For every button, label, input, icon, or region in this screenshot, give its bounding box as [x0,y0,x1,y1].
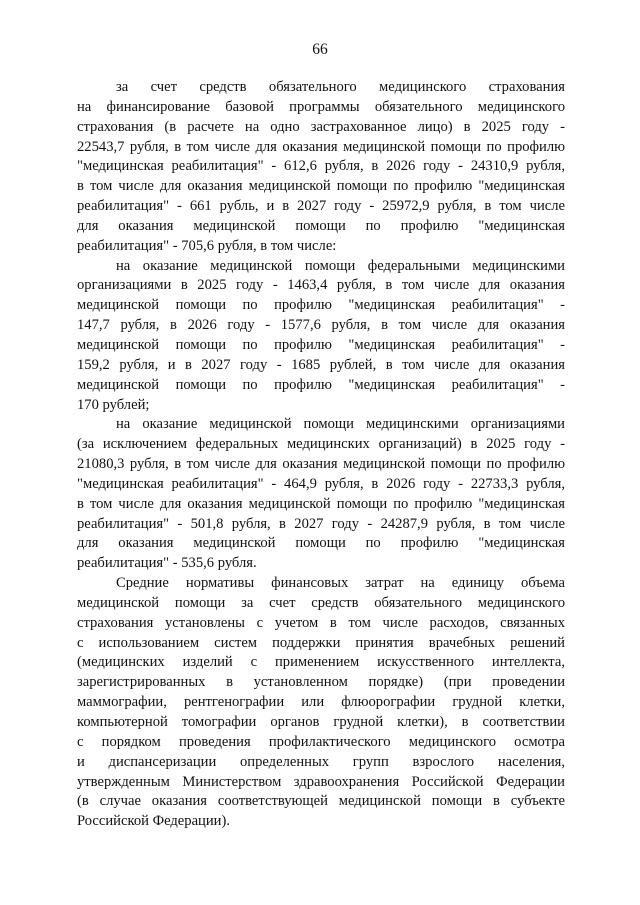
text-line: (за исключением федеральных медицинских организаций) в 2025 году - [77,436,565,453]
text-line: медицинской помощи по профилю "медицинская реабилитация" - [77,297,565,314]
text-line: страхования (в расчете на одно застрахованное лицо) в 2025 году - [77,118,565,135]
text-line: реабилитация" - 661 рубль, и в 2027 году - 25972,9 рубля, в том числе [77,198,565,215]
text-line: 170 рублей; [77,396,150,413]
text-line: для оказания медицинской помощи по профилю "медицинская [77,535,565,552]
text-line: на оказание медицинской помощи медицинскими организациями [116,416,565,433]
text-line: Российской Федерации). [77,813,230,830]
text-line: организациями в 2025 году - 1463,4 рубля, в том числе для оказания [77,277,565,294]
text-line: с порядком проведения профилактического медицинского осмотра [77,733,565,750]
text-line: реабилитация" - 705,6 рубля, в том числе: [77,237,337,254]
text-line: на оказание медицинской помощи федеральными медицинскими [116,257,565,274]
text-line: Средние нормативы финансовых затрат на единицу объема [116,575,565,592]
page-number: 66 [312,41,328,58]
text-line: реабилитация" - 535,6 рубля. [77,555,257,572]
text-line: страхования установлены с учетом в том числе расходов, связанных [77,614,565,631]
text-line: "медицинская реабилитация" - 464,9 рубля, в 2026 году - 22733,3 рубля, [77,475,565,492]
text-line: 22543,7 рубля, в том числе для оказания медицинской помощи по профилю [77,138,565,155]
document-body [77,78,565,832]
paragraph [77,574,565,832]
text-line: 21080,3 рубля, в том числе для оказания медицинской помощи по профилю [77,456,565,473]
paragraph [77,415,565,574]
text-line: компьютерной томографии органов грудной клетки), в соответствии [77,714,565,730]
text-line: с использованием систем поддержки принятия врачебных решений [77,634,565,651]
text-line: реабилитация" - 501,8 рубля, в 2027 году - 24287,9 рубля, в том числе [77,515,565,532]
text-line: в том числе для оказания медицинской помощи по профилю "медицинская [77,495,565,512]
text-line: утвержденным Министерством здравоохранения Российской Федерации [77,773,565,790]
text-line: (в случае оказания соответствующей медицинской помощи в субъекте [77,793,565,810]
text-line: 147,7 рубля, в 2026 году - 1577,6 рубля, в том числе для оказания [77,317,565,334]
text-line: и диспансеризации определенных групп взрослого населения, [77,753,565,770]
text-line: 159,2 рубля, и в 2027 году - 1685 рублей, в том числе для оказания [77,356,565,373]
text-line: медицинской помощи по профилю "медицинская реабилитация" - [77,336,565,353]
paragraph [77,78,565,257]
text-line: медицинской помощи за счет средств обязательного медицинского [77,594,565,611]
text-line: "медицинская реабилитация" - 612,6 рубля, в 2026 году - 24310,9 рубля, [77,158,565,175]
text-line: зарегистрированных в установленном порядке) (при проведении [77,674,565,691]
text-line: (медицинских изделий с применением искусственного интеллекта, [77,654,565,671]
text-line: в том числе для оказания медицинской помощи по профилю "медицинская [77,178,565,195]
text-line: на финансирование базовой программы обязательного медицинского [77,98,565,115]
paragraph [77,257,565,416]
text-line: медицинской помощи по профилю "медицинская реабилитация" - [77,376,565,393]
text-line: для оказания медицинской помощи по профилю "медицинская [77,217,565,234]
text-line: за счет средств обязательного медицинского страхования [116,79,565,95]
text-line: маммографии, рентгенографии или флюорографии грудной клетки, [77,694,565,711]
